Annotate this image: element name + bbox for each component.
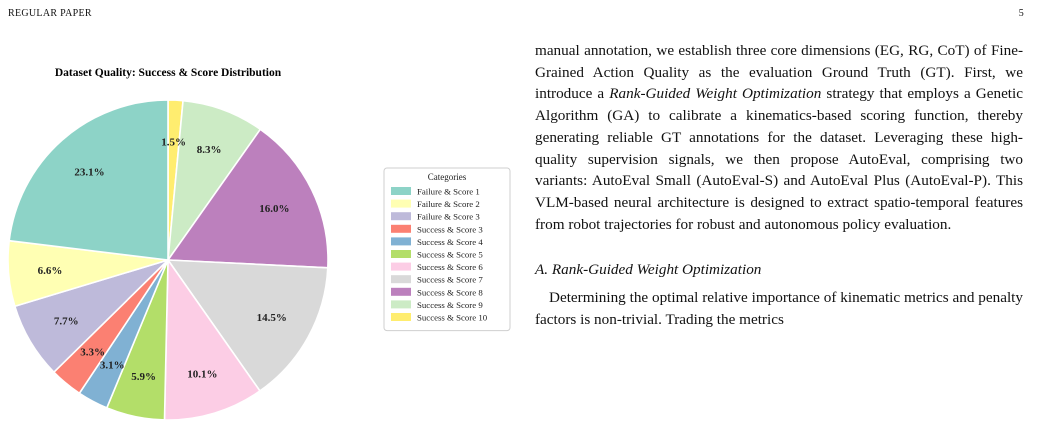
slice-label: 23.1%: [74, 166, 105, 179]
slice-label: 5.9%: [131, 370, 156, 383]
legend-swatch: [391, 225, 411, 233]
slice-label: 14.5%: [256, 312, 287, 325]
text-run: strategy that employs a Genetic Algorithm (GA) to calibrate a kinematics-based scoring function, thereby generating reliable GT annotations for the dataset. Leveraging these high-quality supervision signals, we then propose AutoEval, comprising two variants: AutoEval Small (AutoEval-S) and AutoEval Plus (AutoEval-P). This VLM-based neural architecture is designed to extract spatio-temporal features from robot trajectories for robust and autonomous policy evaluation.: [535, 85, 1023, 233]
legend-entry: Success & Score 3: [417, 224, 483, 235]
legend-entry: Success & Score 10: [417, 312, 488, 323]
slice-label: 7.7%: [53, 315, 79, 328]
body-text: [535, 40, 1023, 331]
legend-entry: Failure & Score 3: [417, 211, 480, 222]
pie-chart: [0, 0, 520, 446]
legend-swatch: [391, 250, 411, 258]
subsection-heading: A. Rank-Guided Weight Optimization: [535, 261, 762, 279]
legend-swatch: [391, 263, 411, 271]
legend-swatch: [391, 200, 411, 208]
pie-slice: [9, 100, 168, 260]
chart-title: Dataset Quality: Success & Score Distribution: [54, 67, 282, 79]
legend-title: Categories: [427, 172, 467, 182]
page-number: 5: [1018, 8, 1024, 19]
paragraph-1: [535, 40, 1023, 235]
paragraph-2: Determining the optimal relative importance of kinematic metrics and penalty factors is non-trivial. Trading the metrics: [535, 289, 1023, 329]
legend-swatch: [391, 288, 411, 296]
legend-entry: Success & Score 7: [417, 274, 483, 285]
legend-entry: Success & Score 4: [417, 236, 483, 247]
legend-entry: Success & Score 5: [417, 249, 483, 260]
legend-swatch: [391, 212, 411, 220]
legend-swatch: [391, 300, 411, 308]
legend-swatch: [391, 187, 411, 195]
slice-label: 1.5%: [161, 136, 186, 149]
slice-label: 8.3%: [196, 144, 222, 156]
text-run: manual annotation, we establish three core dimensions (EG, RG, CoT) of Fine-Grained Action Quality as the evaluation Ground Truth (GT). First, we introduce a: [535, 42, 1023, 103]
legend-entry: Failure & Score 1: [417, 186, 480, 197]
slice-label: 10.1%: [187, 368, 218, 381]
pie-chart-figure: [0, 0, 520, 446]
slice-label: 6.6%: [37, 265, 63, 278]
legend-swatch: [391, 237, 411, 245]
slice-label: 3.1%: [99, 359, 125, 372]
legend-entry: Success & Score 6: [417, 262, 483, 273]
legend-entry: Success & Score 9: [417, 299, 483, 310]
legend-entry: Success & Score 8: [417, 287, 483, 298]
slice-label: 16.0%: [259, 203, 290, 216]
italic-term: Rank-Guided Weight Optimization: [609, 85, 822, 103]
legend-entry: Failure & Score 2: [417, 199, 480, 210]
running-header-left: REGULAR PAPER: [8, 8, 92, 19]
slice-label: 3.3%: [80, 346, 105, 359]
legend-swatch: [391, 313, 411, 321]
legend-swatch: [391, 275, 411, 283]
